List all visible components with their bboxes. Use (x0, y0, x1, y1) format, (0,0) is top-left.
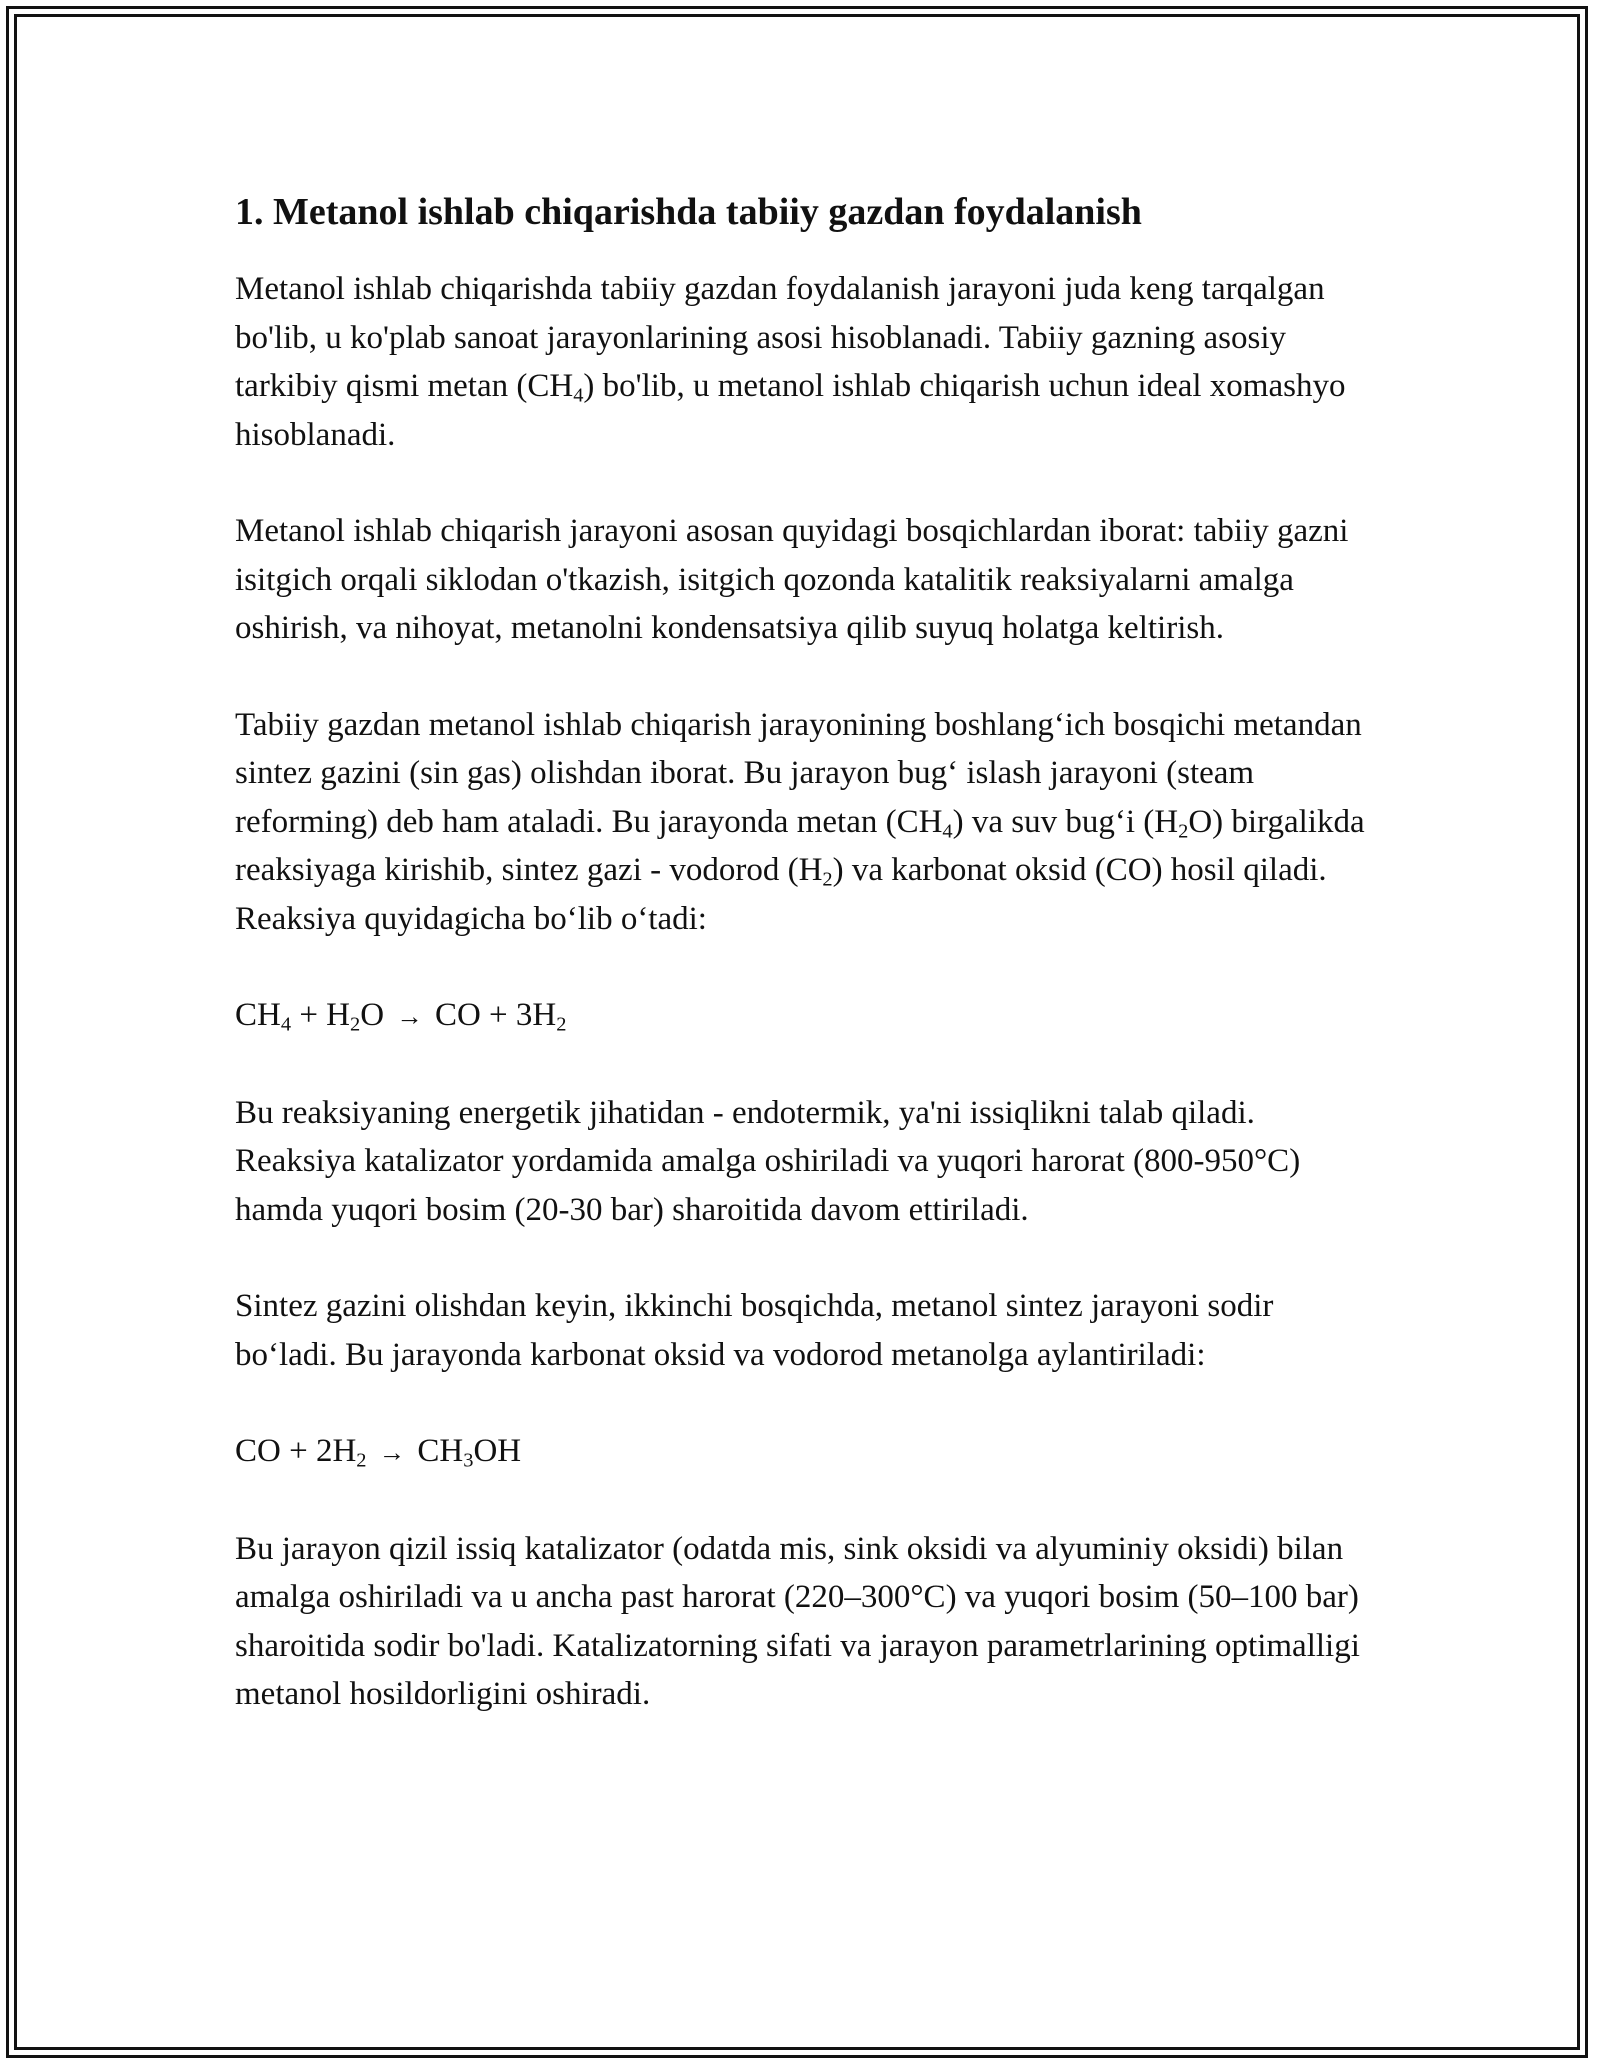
text-run (367, 1433, 375, 1469)
text-run: CH (409, 1433, 464, 1469)
text-run: Metanol ishlab chiqarishda tabiiy gazdan foydalanish jarayoni juda keng tarqalgan bo'lib, u ko'plab sanoat jarayonlarining asosi hisoblanadi. Tabiiy gazning asosiy tarkibiy qismi metan (CH (235, 271, 1325, 404)
reaction-arrow: → (396, 1001, 423, 1031)
subscript: 3 (463, 1449, 474, 1472)
subscript: 2 (556, 1013, 567, 1036)
subscript: 2 (350, 1013, 361, 1036)
document-body (235, 185, 1375, 1767)
text-run: CO + 3H (426, 997, 557, 1033)
subscript: 2 (822, 868, 833, 891)
text-run: + H (291, 997, 351, 1033)
subscript: 4 (280, 1013, 292, 1036)
paragraph-intro (235, 265, 1375, 459)
subscript: 2 (356, 1449, 367, 1472)
subscript: 4 (942, 820, 953, 843)
subscript: 4 (573, 384, 584, 407)
subscript: 2 (1178, 820, 1189, 843)
text-run: ) va karbonat oksid (CO) hosil qiladi. Reaksiya quyidagicha bo‘lib o‘tadi: (235, 852, 1327, 937)
section-title: 1. Metanol ishlab chiqarishda tabiiy gazdan foydalanish (235, 191, 1142, 233)
text-run: CH (235, 997, 281, 1033)
equation-methanol-synthesis (235, 1427, 1375, 1477)
paragraph-endothermic: Bu reaksiyaning energetik jihatidan - endotermik, ya'ni issiqlikni talab qiladi. Reaksiya katalizator yordamida amalga oshiriladi va yuqori harorat (800-950°C) hamda yuqori bosim (20-30 bar) sharoitida davom ettiriladi. (235, 1094, 1301, 1228)
text-run: OH (473, 1433, 522, 1469)
text-run: CO + 2H (235, 1433, 357, 1469)
equation-steam-reforming (235, 991, 1375, 1041)
text-run: Tabiiy gazdan metanol ishlab chiqarish jarayonining boshlang‘ich bosqichi metandan sintez gazini (sin gas) olishdan iborat. Bu jarayon bug‘ islash jarayoni (steam reforming) deb ham ataladi. Bu jarayonda metan (CH (235, 706, 1362, 840)
reaction-arrow: → (378, 1437, 406, 1467)
paragraph-steam-reforming (235, 701, 1375, 944)
text-run: ) bo'lib, u metanol ishlab chiqarish uchun ideal xomashyo hisoblanadi. (235, 368, 1346, 453)
text-run: O (360, 997, 393, 1033)
text-run: O) birgalikda reaksiyaga kirishib, sintez gazi - vodorod (H (235, 803, 1365, 888)
paragraph-stages: Metanol ishlab chiqarish jarayoni asosan quyidagi bosqichlardan iborat: tabiiy gazni isitgich orqali siklodan o'tkazish, isitgich qozonda katalitik reaksiyalarni amalga oshirish, va nihoyat, metanolni kondensatsiya qilib suyuq holatga keltirish. (235, 513, 1349, 646)
text-run: ) va suv bug‘i (H (952, 803, 1179, 840)
paragraph-synthesis: Sintez gazini olishdan keyin, ikkinchi bosqichda, metanol sintez jarayoni sodir bo‘ladi. Bu jarayonda karbonat oksid va vodorod metanolga aylantiriladi: (235, 1288, 1274, 1373)
paragraph-catalyst: Bu jarayon qizil issiq katalizator (odatda mis, sink oksidi va alyuminiy oksidi) bilan amalga oshiriladi va u ancha past harorat (220–300°C) va yuqori bosim (50–100 bar) sharoitida sodir bo'ladi. Katalizatorning sifati va jarayon parametrlarining optimalligi metanol hosildorligini oshiradi. (235, 1530, 1360, 1712)
